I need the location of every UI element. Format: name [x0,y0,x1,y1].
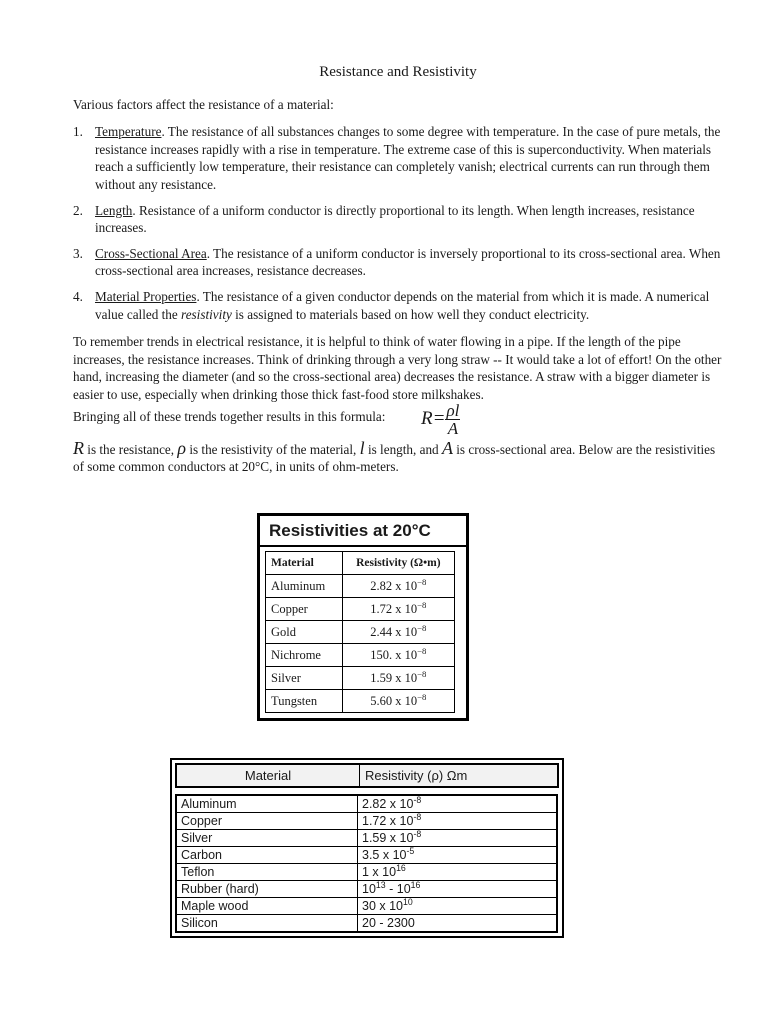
material-cell: Nichrome [266,644,343,667]
resistivity-table-2 [170,758,564,938]
material-cell: Copper [266,598,343,621]
value-exponent: −8 [417,622,427,633]
list-number: 3. [73,245,83,261]
value-base: 2.82 x 10 [362,797,414,811]
value-cell [358,813,558,830]
value-base: 20 - 2300 [362,916,415,930]
table-row [266,575,455,598]
value-mantissa: 5.60 x 10 [370,693,418,708]
formula-numerator: ρl [446,400,460,420]
page-title: Resistance and Resistivity [319,64,477,80]
value-base: 30 x 10 [362,899,404,913]
material-cell: Carbon [176,847,358,864]
value-mantissa: 1.59 x 10 [370,670,418,685]
table-header-row [175,763,559,788]
table-row [176,813,557,830]
definition-text: is length, and [364,441,442,457]
value-base: 3.5 x 10 [362,848,407,862]
factor-term: Cross-Sectional Area [95,245,207,261]
value-exponent: 10 [403,896,413,907]
value-base: 1.72 x 10 [362,814,414,828]
term-separator: . [161,124,165,140]
material-cell: Silver [266,667,343,690]
material-cell: Silver [176,830,358,847]
value-cell [342,644,454,667]
factor-term: Temperature [95,124,162,140]
value-mantissa: 2.82 x 10 [370,578,418,593]
value-exponent: -5 [406,845,415,856]
value-base: 1.59 x 10 [362,831,414,845]
list-number: 4. [73,288,83,304]
value-cell [358,847,558,864]
table-title: Resistivities at 20°C [260,516,466,547]
value-exponent: −8 [417,576,427,587]
value-exponent: 16 [410,879,421,890]
symbol-l: l [359,437,365,458]
resistivity-table-image [257,513,469,721]
resistivity-term: resistivity [181,306,232,322]
column-header: Material [266,552,343,575]
resistivity-table [265,551,455,713]
resistance-formula [421,402,460,437]
column-header: Resistivity (Ω•m) [342,552,454,575]
pipe-analogy-paragraph: To remember trends in electrical resistance, it is helpful to think of water flowing in a pipe. If the length of the pipe increases, the resistance increases. Think of drinking through a very long straw -- It would take a lot of effort! On the other hand, increasing the diameter (and so the cross-sectional area) decreases the resistance. A straw with a bigger diameter is easier to use, especially when drinking those thick fast-food store milkshakes. [73,334,722,402]
value-base: 10 [362,882,376,896]
value-cell [342,621,454,644]
definition-text: is the resistance, [84,441,178,457]
factor-text: Resistance of a uniform conductor is directly proportional to its length. When length increases, resistance increases. [95,202,695,236]
value-mantissa: 2.44 x 10 [370,624,418,639]
term-separator: . [132,202,136,218]
term-separator: . [196,288,200,304]
value-base: 1 x 10 [362,865,397,879]
list-item [73,123,723,193]
value-exponent: -8 [413,811,422,822]
formula-intro: Bringing all of these trends together results in this formula: [73,408,386,424]
value-mantissa: 1.72 x 10 [370,601,418,616]
table-row [266,644,455,667]
factor-text: The resistance of a uniform conductor is inversely proportional to its cross-sectional area. When cross-sectional area increases, resistance decreases. [95,245,721,279]
table-row [266,667,455,690]
value-exponent: -8 [413,828,422,839]
value-cell [358,898,558,915]
value-exponent: −8 [417,645,427,656]
table-row [176,847,557,864]
value-exponent: −8 [417,691,427,702]
value-mantissa: 150. x 10 [370,647,418,662]
list-number: 2. [73,202,83,218]
term-separator: . [206,245,210,261]
material-cell: Tungsten [266,690,343,713]
factor-text: The resistance of all substances changes to some degree with temperature. In the case of pure metals, the resistance increases rapidly with a rise in temperature. The extreme case of this is superconductivity. When materials reach a sufficiently low temperature, their resistance can completely vanish; electrical currents can run through them without any resistance. [95,124,721,192]
list-number: 1. [73,124,83,140]
value-base: - 10 [385,882,411,896]
material-cell: Silicon [176,915,358,933]
material-cell: Teflon [176,864,358,881]
factors-list [73,123,723,323]
list-item [73,288,723,323]
factor-text: The resistance of a given conductor depends on the material from which it is made. A numerical value called the [95,288,710,322]
factor-term: Material Properties [95,288,197,304]
factor-term: Length [95,202,133,218]
value-cell [342,690,454,713]
table-row [176,864,557,881]
material-cell: Copper [176,813,358,830]
factor-text: is assigned to materials based on how well they conduct electricity. [231,306,590,322]
formula-denominator: A [447,418,459,438]
table-row [266,598,455,621]
symbol-r: R [73,437,84,458]
table-row [266,621,455,644]
material-cell: Rubber (hard) [176,881,358,898]
value-cell [342,598,454,621]
material-cell: Aluminum [266,575,343,598]
table-row [266,690,455,713]
definition-text: is the resistivity of the material, [186,441,360,457]
material-cell: Maple wood [176,898,358,915]
column-header: Resistivity (ρ) Ωm [365,768,468,783]
formula-fraction [445,402,460,437]
resistivity-table-body [175,794,558,933]
table-row [176,830,557,847]
table-row [176,915,557,933]
value-exponent: −8 [417,599,427,610]
value-exponent: 13 [375,879,386,890]
intro-text: Various factors affect the resistance of a material: [73,96,334,112]
value-cell [358,795,558,813]
material-cell: Aluminum [176,795,358,813]
value-cell [358,915,558,933]
column-header: Material [177,765,360,786]
table-row [176,795,557,813]
formula-line [73,400,723,438]
list-item [73,202,723,237]
definition-text: is cross-sectional area. Below are the resistivities of some common conductors at 20°C, in units of ohm-meters. [73,441,716,475]
value-exponent: −8 [417,668,427,679]
value-cell [358,864,558,881]
value-cell [358,830,558,847]
value-exponent: 16 [396,862,406,873]
symbol-rho: ρ [177,437,187,458]
value-cell [358,881,558,898]
document-body [73,64,723,476]
value-exponent: -8 [413,794,422,805]
table-header-row [266,552,455,575]
symbol-a: A [441,437,453,458]
value-cell [342,575,454,598]
table-row [176,881,557,898]
list-item [73,245,723,280]
variable-definitions [73,437,723,476]
value-cell [342,667,454,690]
material-cell: Gold [266,621,343,644]
table-row [176,898,557,915]
formula-lhs: R= [421,407,446,429]
